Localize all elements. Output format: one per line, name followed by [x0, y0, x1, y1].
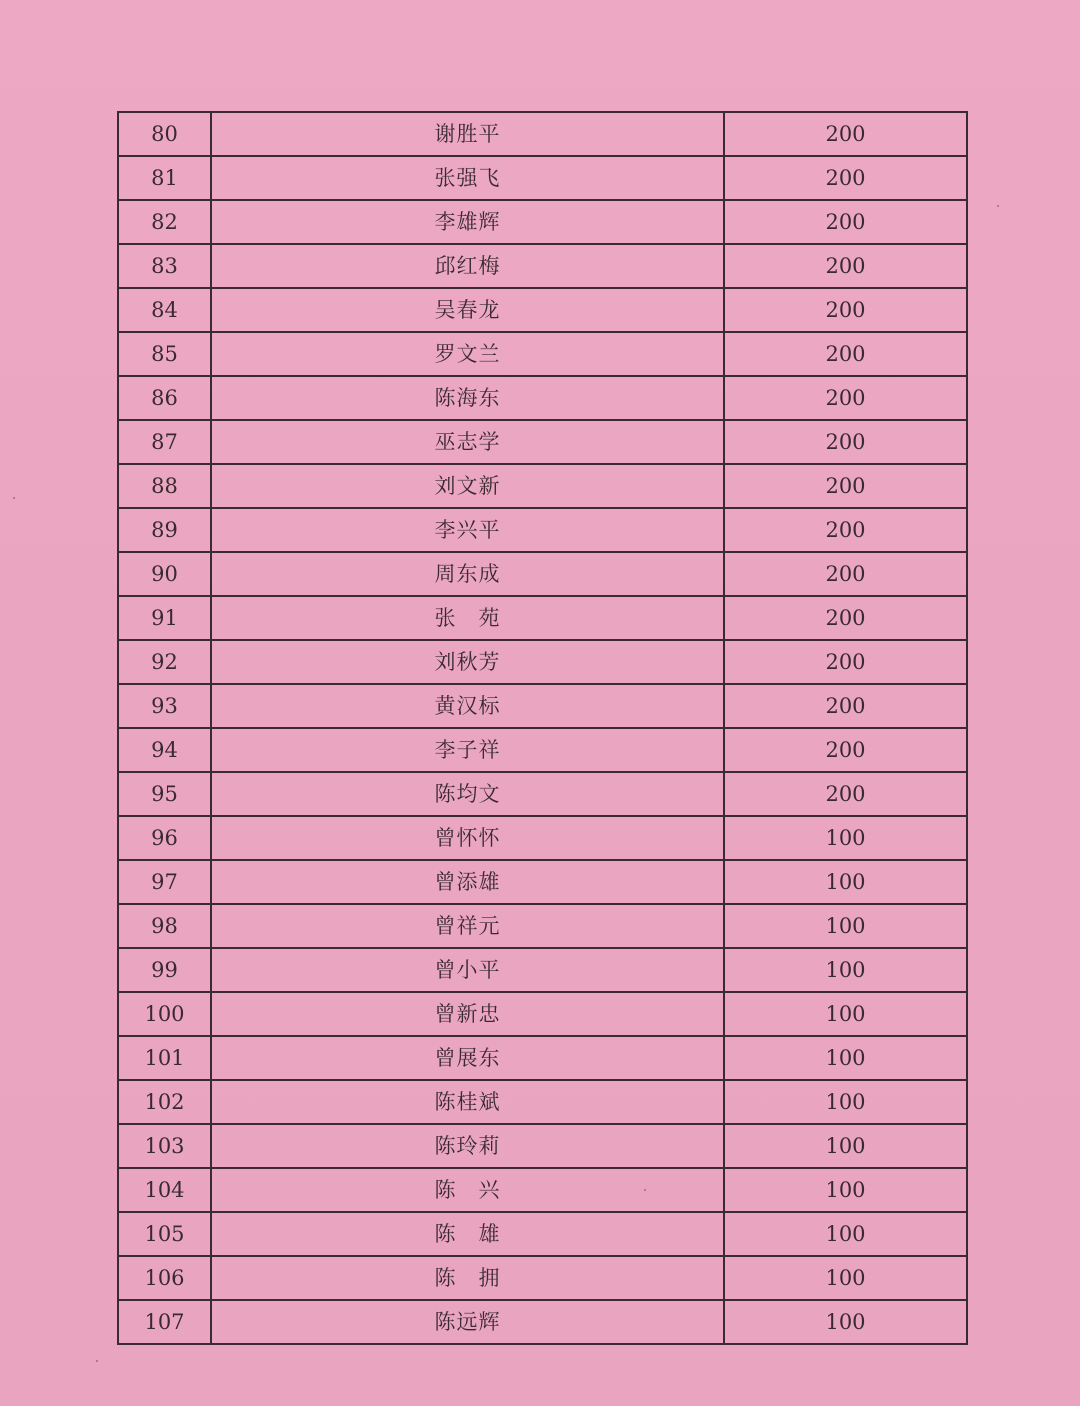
table-row [118, 640, 967, 684]
amount-cell: 200 [724, 420, 967, 464]
scan-speck [997, 205, 999, 207]
row-number-cell: 97 [118, 860, 211, 904]
name-cell: 罗文兰 [211, 332, 724, 376]
name-cell: 陈远辉 [211, 1300, 724, 1344]
name-cell: 谢胜平 [211, 112, 724, 156]
table-row [118, 332, 967, 376]
table-row [118, 1256, 967, 1300]
table-row [118, 1300, 967, 1344]
row-number-cell: 95 [118, 772, 211, 816]
amount-cell: 100 [724, 992, 967, 1036]
amount-cell: 100 [724, 816, 967, 860]
name-cell: 张 苑 [211, 596, 724, 640]
amount-cell: 200 [724, 112, 967, 156]
amount-cell: 100 [724, 1168, 967, 1212]
name-cell: 曾添雄 [211, 860, 724, 904]
table-row [118, 772, 967, 816]
row-number-cell: 96 [118, 816, 211, 860]
roster-table-body [118, 112, 967, 1344]
amount-cell: 200 [724, 728, 967, 772]
table-row [118, 1168, 967, 1212]
table-row [118, 1124, 967, 1168]
row-number-cell: 82 [118, 200, 211, 244]
amount-cell: 200 [724, 244, 967, 288]
table-row [118, 1212, 967, 1256]
scan-speck [13, 497, 15, 499]
row-number-cell: 101 [118, 1036, 211, 1080]
name-cell: 陈玲莉 [211, 1124, 724, 1168]
name-cell: 曾新忠 [211, 992, 724, 1036]
name-cell: 陈均文 [211, 772, 724, 816]
table-row [118, 684, 967, 728]
name-cell: 陈 兴 [211, 1168, 724, 1212]
row-number-cell: 102 [118, 1080, 211, 1124]
amount-cell: 100 [724, 1124, 967, 1168]
table-row [118, 728, 967, 772]
name-cell: 陈 雄 [211, 1212, 724, 1256]
row-number-cell: 103 [118, 1124, 211, 1168]
amount-cell: 200 [724, 552, 967, 596]
row-number-cell: 88 [118, 464, 211, 508]
name-cell: 李子祥 [211, 728, 724, 772]
amount-cell: 100 [724, 1036, 967, 1080]
row-number-cell: 93 [118, 684, 211, 728]
name-cell: 陈 拥 [211, 1256, 724, 1300]
amount-cell: 100 [724, 1212, 967, 1256]
name-cell: 巫志学 [211, 420, 724, 464]
name-cell: 吴春龙 [211, 288, 724, 332]
name-cell: 曾展东 [211, 1036, 724, 1080]
row-number-cell: 89 [118, 508, 211, 552]
name-cell: 曾祥元 [211, 904, 724, 948]
table-row [118, 860, 967, 904]
name-cell: 陈桂斌 [211, 1080, 724, 1124]
row-number-cell: 107 [118, 1300, 211, 1344]
name-cell: 张强飞 [211, 156, 724, 200]
row-number-cell: 100 [118, 992, 211, 1036]
table-row [118, 112, 967, 156]
name-cell: 李兴平 [211, 508, 724, 552]
amount-cell: 200 [724, 332, 967, 376]
table-row [118, 948, 967, 992]
amount-cell: 200 [724, 772, 967, 816]
name-cell: 刘文新 [211, 464, 724, 508]
row-number-cell: 104 [118, 1168, 211, 1212]
table-row [118, 992, 967, 1036]
amount-cell: 200 [724, 200, 967, 244]
row-number-cell: 85 [118, 332, 211, 376]
amount-cell: 200 [724, 376, 967, 420]
name-cell: 陈海东 [211, 376, 724, 420]
row-number-cell: 81 [118, 156, 211, 200]
name-cell: 刘秋芳 [211, 640, 724, 684]
name-cell: 邱红梅 [211, 244, 724, 288]
amount-cell: 100 [724, 948, 967, 992]
table-row [118, 904, 967, 948]
row-number-cell: 91 [118, 596, 211, 640]
table-row [118, 376, 967, 420]
amount-cell: 200 [724, 508, 967, 552]
row-number-cell: 87 [118, 420, 211, 464]
table-row [118, 420, 967, 464]
row-number-cell: 92 [118, 640, 211, 684]
table-row [118, 552, 967, 596]
table-row [118, 1080, 967, 1124]
table-row [118, 288, 967, 332]
amount-cell: 200 [724, 684, 967, 728]
table-row [118, 816, 967, 860]
table-row [118, 464, 967, 508]
table-row [118, 1036, 967, 1080]
amount-cell: 200 [724, 156, 967, 200]
table-row [118, 156, 967, 200]
amount-cell: 100 [724, 1256, 967, 1300]
name-cell: 曾怀怀 [211, 816, 724, 860]
row-number-cell: 105 [118, 1212, 211, 1256]
amount-cell: 100 [724, 860, 967, 904]
scan-speck [96, 1360, 98, 1362]
amount-cell: 200 [724, 288, 967, 332]
name-cell: 李雄辉 [211, 200, 724, 244]
name-cell: 周东成 [211, 552, 724, 596]
table-row [118, 596, 967, 640]
amount-cell: 200 [724, 596, 967, 640]
amount-cell: 100 [724, 904, 967, 948]
name-cell: 黄汉标 [211, 684, 724, 728]
row-number-cell: 83 [118, 244, 211, 288]
row-number-cell: 106 [118, 1256, 211, 1300]
amount-cell: 200 [724, 640, 967, 684]
table-row [118, 508, 967, 552]
table-row [118, 244, 967, 288]
amount-cell: 200 [724, 464, 967, 508]
row-number-cell: 86 [118, 376, 211, 420]
amount-cell: 100 [724, 1300, 967, 1344]
row-number-cell: 94 [118, 728, 211, 772]
name-cell: 曾小平 [211, 948, 724, 992]
amount-cell: 100 [724, 1080, 967, 1124]
row-number-cell: 84 [118, 288, 211, 332]
row-number-cell: 98 [118, 904, 211, 948]
roster-table [117, 111, 968, 1345]
row-number-cell: 90 [118, 552, 211, 596]
table-row [118, 200, 967, 244]
row-number-cell: 99 [118, 948, 211, 992]
row-number-cell: 80 [118, 112, 211, 156]
scan-speck [644, 1189, 646, 1191]
